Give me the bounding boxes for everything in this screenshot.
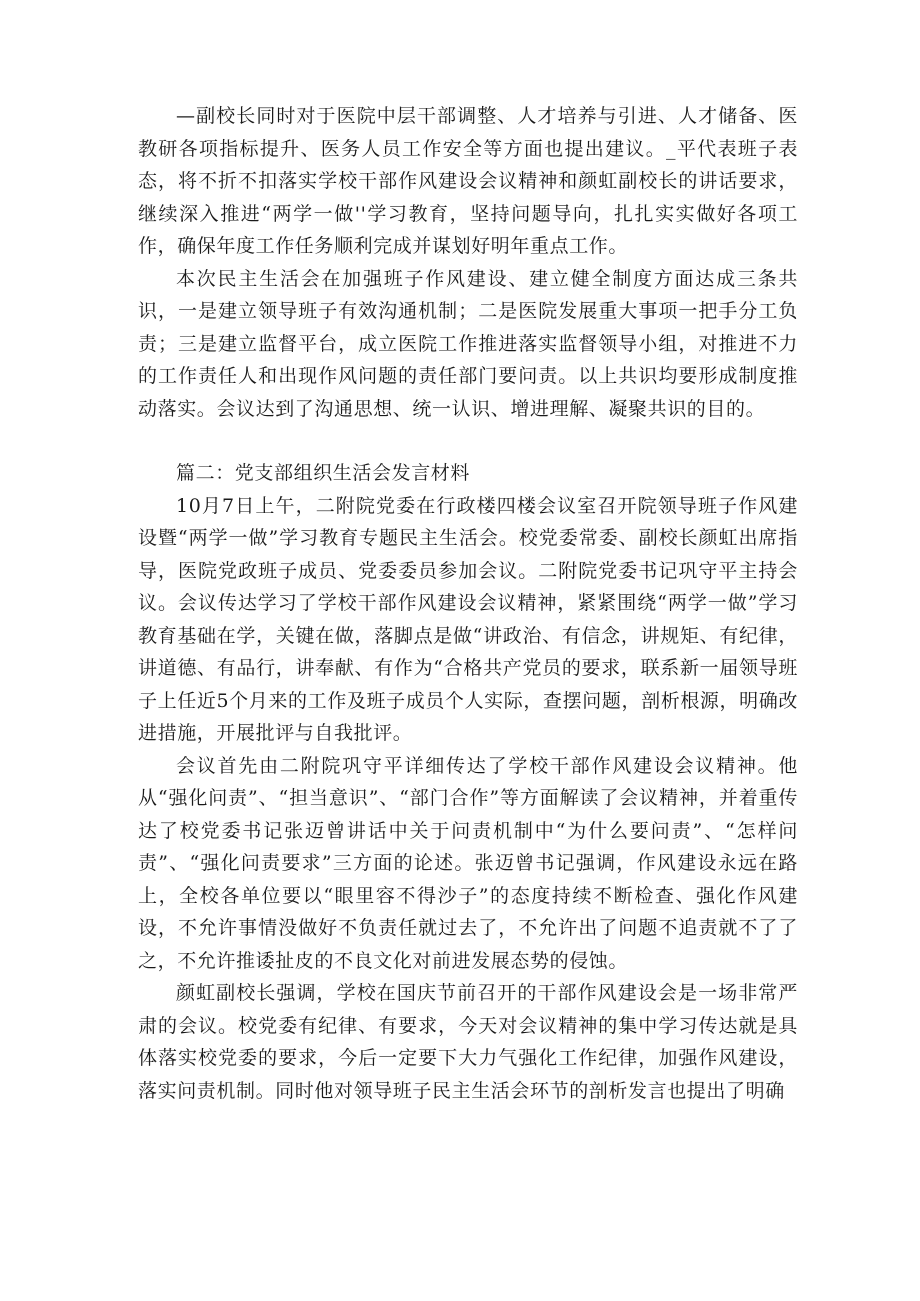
paragraph-4: 会议首先由二附院巩守平详细传达了学校干部作风建设会议精神。他从“强化问责”、“担当意识”、“部门合作”等方面解读了会议精神，并着重传达了校党委书记张迈曾讲话中关于问责机制中“为什么要问责”、“怎样问责”、“强化问责要求”三方面的论述。张迈曾书记强调，作风建设永远在路上，全校各单位要以“眼里容不得沙子”的态度持续不断检查、强化作风建设，不允许事情没做好不负责任就过去了，不允许出了问题不追责就不了了之，不允许推诿扯皮的不良文化对前进发展态势的侵蚀。 — [138, 754, 798, 972]
document-page — [138, 100, 798, 1107]
paragraph-3: 10月7日上午，二附院党委在行政楼四楼会议室召开院领导班子作风建设暨“两学一做”学习教育专题民主生活会。校党委常委、副校长颜虹出席指导，医院党政班子成员、党委委员参加会议。二附院党委书记巩守平主持会议。会议传达学习了学校干部作风建设会议精神，紧紧围绕“两学一做”学习教育基础在学，关键在做，落脚点是做“讲政治、有信念，讲规矩、有纪律，讲道德、有品行，讲奉献、有作为“合格共产党员的要求，联系新一届领导班子上任近5个月来的工作及班子成员个人实际，查摆问题，剖析根源，明确改进措施，开展批评与自我批评。 — [138, 494, 798, 744]
paragraph-1: —副校长同时对于医院中层干部调整、人才培养与引进、人才储备、医教研各项指标提升、医务人员工作安全等方面也提出建议。_平代表班子表态，将不折不扣落实学校干部作风建设会议精神和颜虹副校长的讲话要求，继续深入推进“两学一做''学习教育，坚持问题导向，扎扎实实做好各项工作，确保年度工作任务顺利完成并谋划好明年重点工作。 — [138, 105, 798, 257]
paragraph-2: 本次民主生活会在加强班子作风建设、建立健全制度方面达成三条共识，一是建立领导班子有效沟通机制；二是医院发展重大事项一把手分工负责；三是建立监督平台，成立医院工作推进落实监督领导小组，对推进不力的工作责任人和出现作风问题的责任部门要问责。以上共识均要形成制度推动落实。会议达到了沟通思想、统一认识、增进理解、凝聚共识的目的。 — [138, 267, 798, 420]
section-heading: 篇二：党支部组织生活会发言材料 — [176, 462, 471, 484]
paragraph-5: 颜虹副校长强调，学校在国庆节前召开的干部作风建设会是一场非常严肃的会议。校党委有纪律、有要求，今天对会议精神的集中学习传达就是具体落实校党委的要求，今后一定要下大力气强化工作纪律，加强作风建设，落实问责机制。同时他对领导班子民主生活会环节的剖析发言也提出了明确 — [138, 982, 798, 1102]
page-bottom-margin — [0, 1270, 920, 1301]
section-gap — [138, 425, 798, 457]
